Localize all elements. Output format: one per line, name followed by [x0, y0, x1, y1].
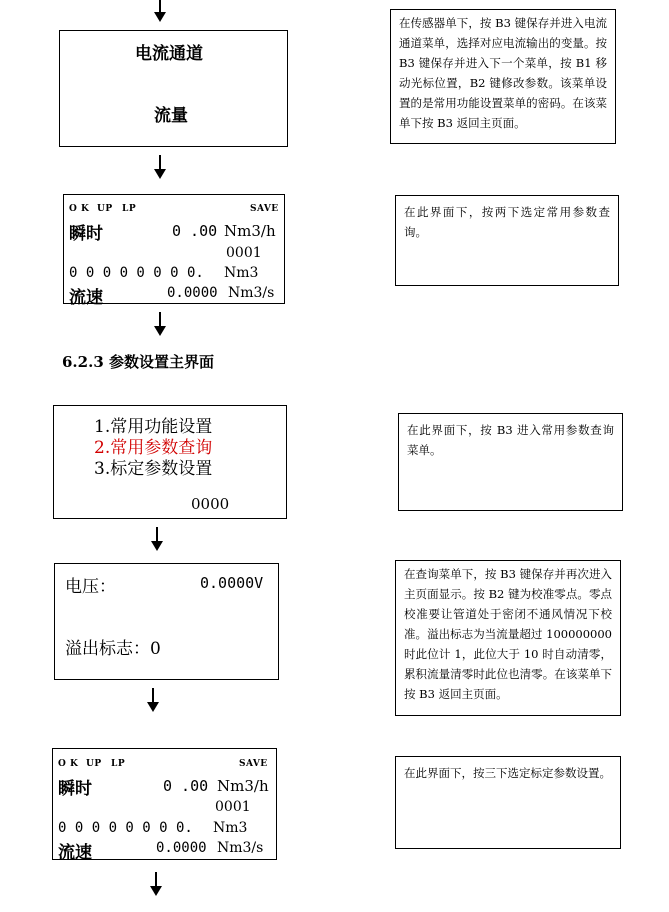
instant-value: 0 .00 — [163, 777, 209, 795]
code-value: 0001 — [215, 799, 251, 815]
instant-unit: Nm3/h — [217, 777, 269, 795]
status-save: SAVE — [250, 204, 279, 214]
main-display-screen-2 — [52, 748, 277, 863]
instant-label: 瞬时 — [69, 224, 103, 244]
flow-arrow-down-icon — [154, 0, 166, 22]
status-up: UP — [97, 204, 113, 214]
status-save: SAVE — [239, 759, 268, 769]
speed-value: 0.0000 — [156, 840, 207, 856]
total-unit: Nm3 — [224, 265, 259, 281]
screen-value: 流量 — [154, 106, 188, 126]
voltage-label: 电压： — [65, 577, 116, 597]
flow-arrow-down-icon — [151, 527, 163, 551]
status-lp: LP — [111, 759, 126, 769]
main-display-screen — [63, 194, 285, 308]
speed-value: 0.0000 — [167, 285, 218, 301]
note-current-channel: 在传感器单下，按 B3 键保存并进入电流通道菜单，选择对应电流输出的变量。按 B3 键保存并进入下一个菜单，按 B1 移动光标位置，B2 键修改参数。该菜单设置的是常用功能设置菜单的密码。在该菜单下按 B3 返回主页面。 — [390, 9, 616, 144]
speed-unit: Nm3/s — [217, 840, 264, 856]
parameter-menu-screen — [53, 405, 287, 519]
query-screen — [54, 563, 279, 680]
status-ok: O K — [69, 204, 90, 214]
status-ok: O K — [58, 759, 79, 769]
note-main-display: 在此界面下，按两下选定常用参数查询。 — [395, 195, 619, 286]
instant-label: 瞬时 — [58, 779, 92, 799]
screen-title: 电流通道 — [135, 44, 203, 64]
menu-item-common-settings[interactable]: 1.常用功能设置 — [94, 417, 213, 437]
speed-label: 流速 — [58, 843, 92, 863]
note-main-display-2: 在此界面下，按三下选定标定参数设置。 — [395, 756, 621, 849]
menu-item-common-query[interactable]: 2.常用参数查询 — [94, 438, 213, 458]
current-channel-screen — [59, 30, 288, 147]
section-heading: 6.2.3 参数设置主界面 — [62, 353, 214, 371]
status-lp: LP — [122, 204, 137, 214]
instant-value: 0 .00 — [172, 222, 218, 240]
total-unit: Nm3 — [213, 820, 248, 836]
flow-arrow-down-icon — [154, 312, 166, 336]
status-up: UP — [86, 759, 102, 769]
total-value: 0 0 0 0 0 0 0 0. — [58, 820, 193, 836]
note-menu: 在此界面下，按 B3 进入常用参数查询菜单。 — [398, 413, 623, 511]
flow-arrow-down-icon — [154, 155, 166, 179]
code-value: 0001 — [226, 245, 262, 261]
note-query: 在查询菜单下，按 B3 键保存并再次进入主页面显示。按 B2 键为校准零点。零点校准要让管道处于密闭不通风情况下校准。溢出标志为当流量超过 100000000 时此位计 1，此位大于 10 时自动清零，累积流量清零时此位也清零。在该菜单下按 B3 返回主页面。 — [395, 560, 621, 716]
speed-unit: Nm3/s — [228, 285, 275, 301]
voltage-value: 0.0000V — [200, 574, 264, 592]
flow-arrow-down-icon — [147, 688, 159, 712]
menu-password: 0000 — [191, 495, 230, 513]
overflow-flag: 溢出标志：0 — [65, 639, 161, 659]
instant-unit: Nm3/h — [224, 222, 276, 240]
speed-label: 流速 — [69, 288, 103, 308]
menu-item-calibration-settings[interactable]: 3.标定参数设置 — [94, 459, 213, 479]
flow-arrow-down-icon — [150, 872, 162, 896]
total-value: 0 0 0 0 0 0 0 0. — [69, 265, 204, 281]
